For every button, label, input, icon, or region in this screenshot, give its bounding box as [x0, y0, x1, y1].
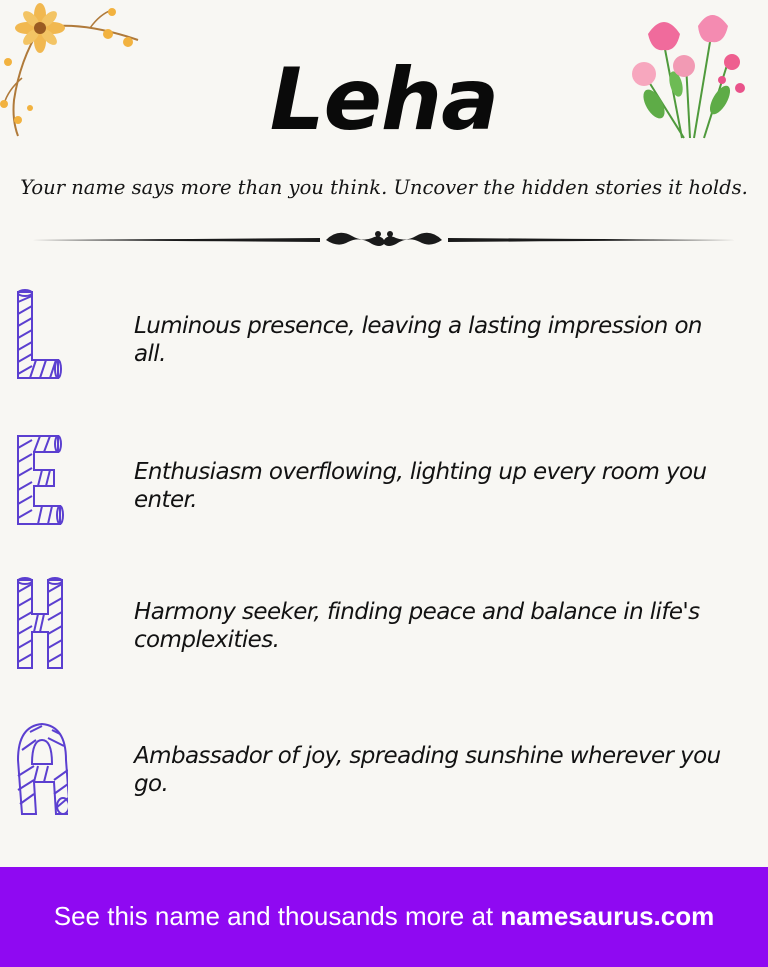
- letter-row-h: [0, 576, 768, 676]
- footer-text: [0, 901, 768, 932]
- letter-description-a: Ambassador of joy, spreading sunshine wherever you go.: [134, 743, 721, 797]
- footer-banner: [0, 867, 768, 967]
- letter-description-l: Luminous presence, leaving a lasting impression on all.: [134, 313, 702, 367]
- letter-description-e: Enthusiasm overflowing, lighting up every room you enter.: [134, 459, 707, 513]
- letter-row-l: [0, 288, 768, 388]
- tagline: Your name says more than you think. Uncover the hidden stories it holds.: [20, 176, 748, 199]
- rope-letter-l-icon: [12, 288, 68, 384]
- rope-letter-e-icon: [12, 432, 68, 528]
- letter-row-e: [0, 432, 768, 532]
- letter-description-h: Harmony seeker, finding peace and balance in life's complexities.: [134, 599, 700, 653]
- letter-row-a: [0, 720, 768, 820]
- page-title: Leha: [269, 50, 499, 150]
- footer-site-link[interactable]: namesaurus.com: [500, 901, 715, 931]
- ornamental-divider: [32, 226, 736, 256]
- rope-letter-h-icon: [12, 576, 68, 672]
- rope-letter-a-icon: [12, 720, 68, 816]
- footer-promo-text: See this name and thousands more at: [53, 901, 501, 931]
